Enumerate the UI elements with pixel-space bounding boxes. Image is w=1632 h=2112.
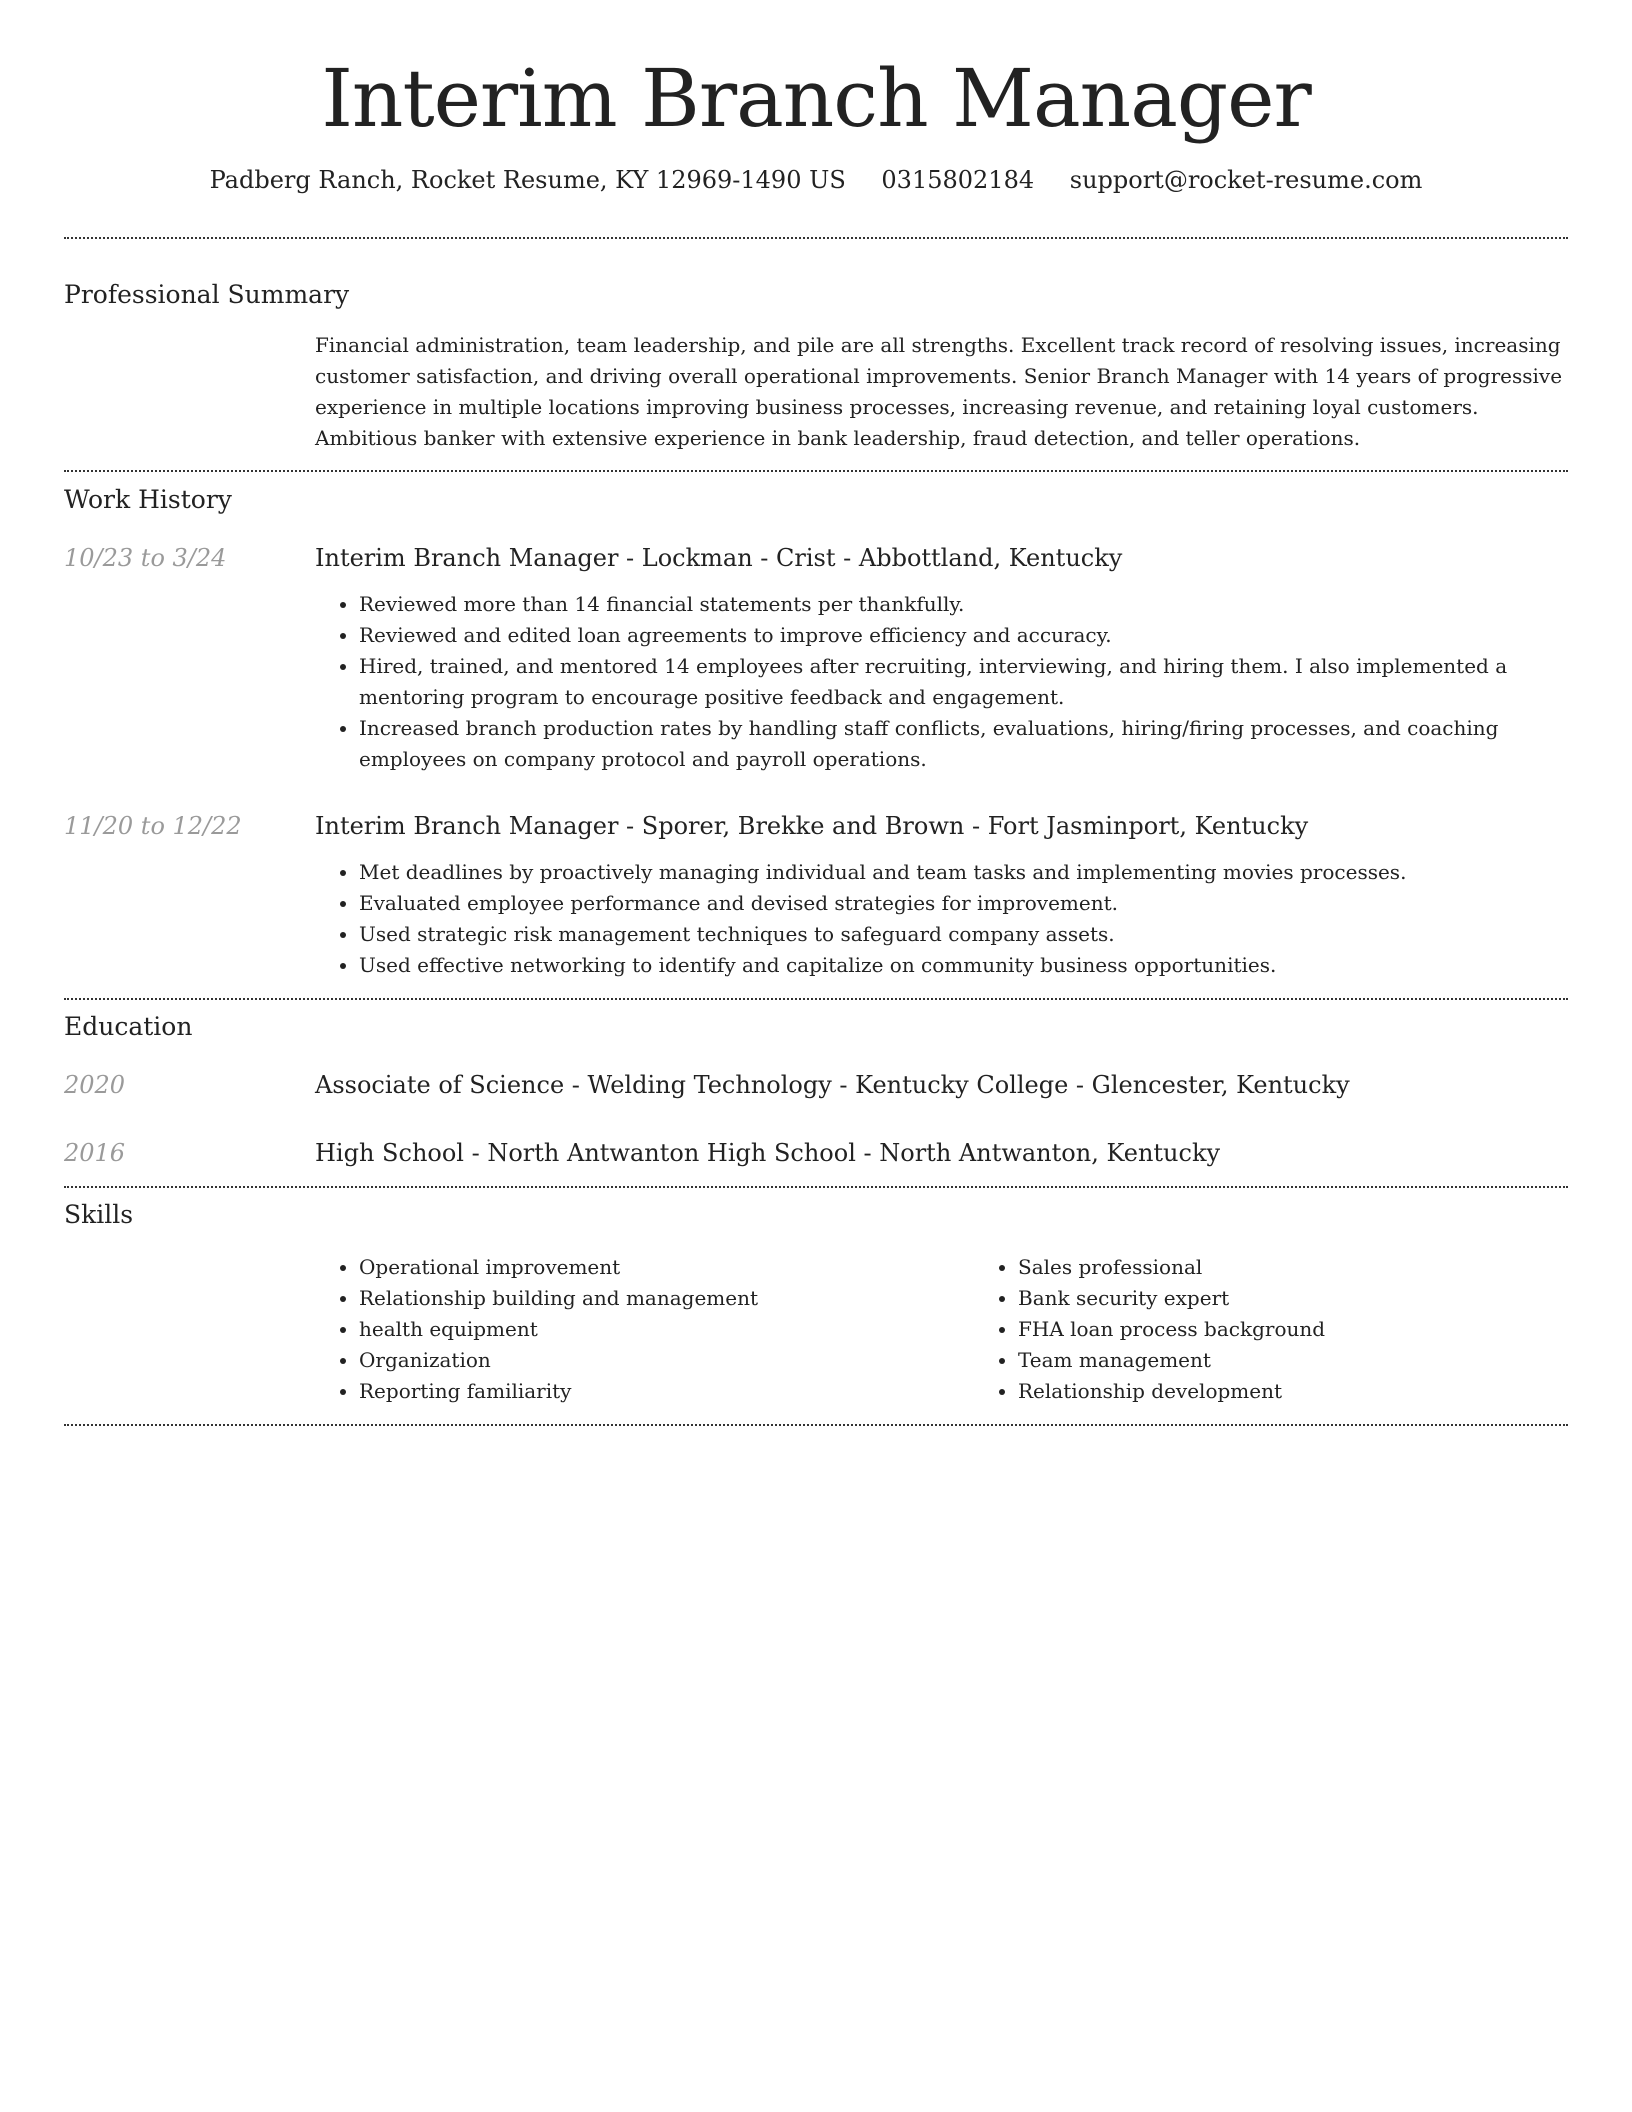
list-item: • Sales professional	[1018, 1252, 1632, 1283]
list-item: • Reviewed and edited loan agreements to improve efficiency and accuracy.	[359, 620, 1568, 651]
list-item: • Increased branch production rates by handling staff conflicts, evaluations, hiring/firing processes, and coaching employees on company protocol and payroll operations.	[359, 713, 1568, 775]
list-item: • Bank security expert	[1018, 1283, 1632, 1314]
skills-list-left	[315, 1252, 974, 1407]
list-item: • Reviewed more than 14 financial statements per thankfully.	[359, 589, 1568, 620]
contact-email: support@rocket-resume.com	[1069, 166, 1423, 194]
list-item: • FHA loan process background	[1018, 1314, 1632, 1345]
list-item: • Evaluated employee performance and devised strategies for improvement.	[359, 888, 1568, 919]
education-text: Associate of Science - Welding Technology - Kentucky College - Glencester, Kentucky	[315, 1071, 1350, 1099]
education-entry	[64, 1069, 1568, 1101]
section-title-education: Education	[64, 1012, 193, 1041]
candidate-name: Interim Branch Manager	[321, 52, 1311, 145]
education-text: High School - North Antwanton High School - North Antwanton, Kentucky	[315, 1139, 1221, 1167]
job-entry	[64, 810, 1568, 981]
list-item: • Reporting familiarity	[359, 1376, 974, 1407]
list-item: • Team management	[1018, 1345, 1632, 1376]
job-bullets	[315, 857, 1568, 981]
contact-address: Padberg Ranch, Rocket Resume, KY 12969-1490 US	[209, 166, 846, 194]
list-item: • Used strategic risk management techniques to safeguard company assets.	[359, 919, 1568, 950]
section-title-skills: Skills	[64, 1200, 134, 1229]
list-item: • Operational improvement	[359, 1252, 974, 1283]
list-item: • Hired, trained, and mentored 14 employees after recruiting, interviewing, and hiring them. I also implemented a mentoring program to encourage positive feedback and engagement.	[359, 651, 1568, 713]
education-year: 2020	[64, 1071, 126, 1099]
skills-section	[64, 1188, 1568, 1407]
job-title: Interim Branch Manager - Lockman - Crist - Abbottland, Kentucky	[315, 544, 1123, 572]
list-item: • Met deadlines by proactively managing individual and team tasks and implementing movies processes.	[359, 857, 1568, 888]
job-title: Interim Branch Manager - Sporer, Brekke and Brown - Fort Jasminport, Kentucky	[315, 812, 1309, 840]
skills-divider	[64, 1424, 1568, 1426]
list-item: • Relationship building and management	[359, 1283, 974, 1314]
list-item: • Organization	[359, 1345, 974, 1376]
job-dates: 11/20 to 12/22	[64, 812, 242, 840]
section-title-work: Work History	[64, 485, 232, 514]
list-item: • Relationship development	[1018, 1376, 1632, 1407]
job-entry	[64, 542, 1568, 775]
resume-page	[64, 0, 1568, 1426]
job-dates: 10/23 to 3/24	[64, 544, 227, 572]
education-year: 2016	[64, 1139, 126, 1167]
work-history-section	[64, 472, 1568, 981]
education-entry	[64, 1137, 1568, 1169]
list-item: • health equipment	[359, 1314, 974, 1345]
list-item: • Used effective networking to identify and capitalize on community business opportunities.	[359, 950, 1568, 981]
job-bullets	[315, 589, 1568, 775]
section-title-summary: Professional Summary	[64, 280, 350, 309]
summary-section	[64, 239, 1568, 454]
contact-line	[64, 165, 1568, 195]
summary-text: Financial administration, team leadership, and pile are all strengths. Excellent track record of resolving issues, increasing customer satisfaction, and driving overall operational improvements. Senior Branch Manager with 14 years of progressive experience in multiple locations improving business processes, increasing revenue, and retaining loyal customers. Ambitious banker with extensive experience in bank leadership, fraud detection, and teller operations.	[315, 333, 1563, 450]
education-section	[64, 1000, 1568, 1169]
contact-phone: 0315802184	[881, 166, 1035, 194]
skills-list-right	[974, 1252, 1632, 1407]
